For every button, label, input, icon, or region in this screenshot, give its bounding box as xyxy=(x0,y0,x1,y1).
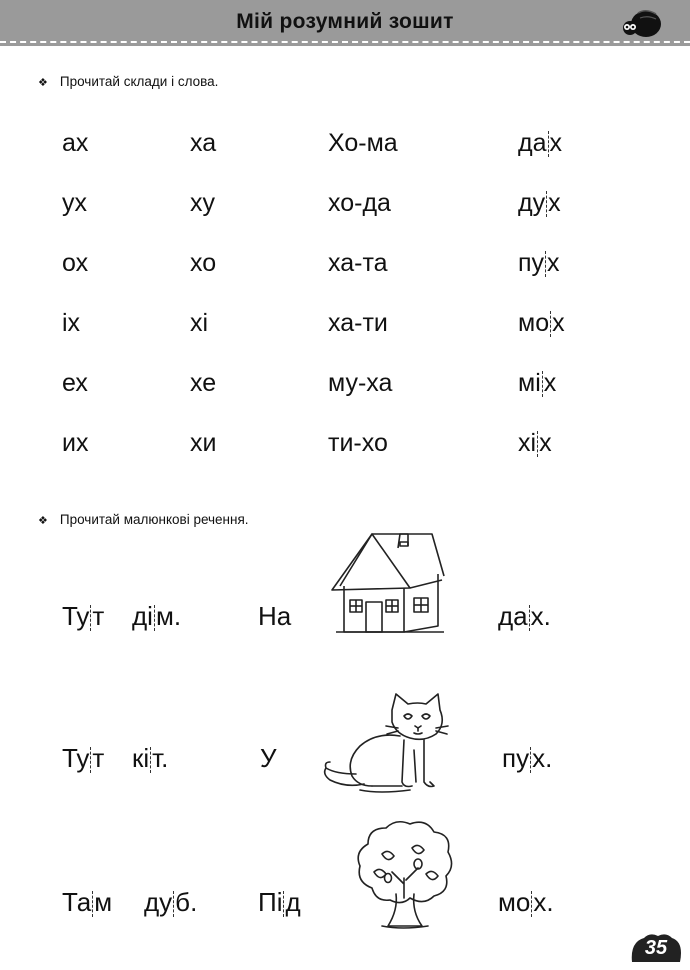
split-word-cell xyxy=(518,248,560,278)
sentence-word xyxy=(144,887,197,917)
task2-instruction xyxy=(38,512,249,527)
syllable-divider xyxy=(548,131,549,157)
sentence-preposition: У xyxy=(260,743,277,773)
word-part: мо xyxy=(518,309,550,337)
word-part: да xyxy=(498,601,528,631)
word-part: х xyxy=(548,189,561,217)
word-part: мі xyxy=(518,369,541,397)
word-part: х. xyxy=(533,887,554,917)
word-part: хі xyxy=(518,429,537,457)
syllable-cell: их xyxy=(62,429,89,457)
syllable-cell: хі xyxy=(190,309,209,337)
word-part: ду xyxy=(144,887,173,917)
word-part: х xyxy=(547,249,560,277)
syllable-divider xyxy=(537,431,538,457)
split-word-cell xyxy=(518,428,552,458)
header-dashed-line xyxy=(0,41,690,43)
page-number: 35 xyxy=(644,937,668,959)
syllable-cell: хо xyxy=(190,249,217,277)
sentence-preposition xyxy=(258,887,301,917)
word-part: б. xyxy=(175,887,198,917)
syllable-divider xyxy=(150,747,151,773)
syllable-cell: ха xyxy=(190,129,217,157)
word-part: х. xyxy=(530,601,551,631)
word-part: х xyxy=(549,129,562,157)
sentence-word xyxy=(62,601,104,631)
task2-bullet: ❖ xyxy=(38,515,48,527)
word-part: мо xyxy=(498,887,531,917)
syllable-divider xyxy=(546,191,547,217)
word-part: Ту xyxy=(62,601,90,631)
word-part: х xyxy=(539,429,552,457)
syllable-divider xyxy=(529,605,530,631)
sentence-word xyxy=(132,601,181,631)
sentence-word xyxy=(132,743,168,773)
word-part: т. xyxy=(152,743,169,773)
task2-instruction-text: Прочитай малюнкові речення. xyxy=(59,512,249,527)
word-part: ду xyxy=(518,189,546,217)
word-part: кі xyxy=(132,743,150,773)
word-part: м. xyxy=(155,601,182,631)
syllable-divider xyxy=(530,747,531,773)
syllable-cell: ху xyxy=(190,189,215,217)
word-part: Ту xyxy=(62,743,90,773)
word-part: т xyxy=(92,743,105,773)
cat-picture xyxy=(320,690,450,800)
word-part: х. xyxy=(532,743,553,773)
split-word-cell xyxy=(518,128,562,158)
syllable-cell: ох xyxy=(62,249,89,277)
syllable-divider xyxy=(550,311,551,337)
word-part: пу xyxy=(502,743,530,773)
word-cell: му-ха xyxy=(328,369,393,397)
word-part: Пі xyxy=(258,887,283,917)
word-cell: Хо-ма xyxy=(328,129,398,157)
word-part: х xyxy=(543,369,557,397)
split-word-cell xyxy=(518,308,565,338)
ladybug-icon xyxy=(620,6,664,40)
word-part: да xyxy=(518,129,547,157)
word-cell: хо-да xyxy=(328,189,391,217)
syllable-cell: ух xyxy=(62,189,87,217)
syllable-cell: ах xyxy=(62,129,89,157)
word-part: пу xyxy=(518,249,545,277)
sentence-word xyxy=(502,743,552,773)
word-cell: ха-та xyxy=(328,249,388,277)
syllable-cell: хе xyxy=(190,369,217,397)
syllable-cell: хи xyxy=(190,429,217,457)
sentence-word xyxy=(498,601,551,631)
word-part: д xyxy=(285,887,301,917)
syllable-divider xyxy=(545,251,546,277)
sentence-word xyxy=(498,887,554,917)
word-part: т xyxy=(92,601,105,631)
word-part: х xyxy=(552,309,565,337)
word-cell: ти-хо xyxy=(328,429,388,457)
task1-instruction xyxy=(38,74,218,89)
syllable-cell: іх xyxy=(62,309,81,337)
sentence-preposition: На xyxy=(258,601,292,631)
sentence-word xyxy=(62,887,112,917)
task1-instruction-text: Прочитай склади і слова. xyxy=(59,74,219,89)
task1-bullet: ❖ xyxy=(38,77,48,89)
split-word-cell xyxy=(518,188,561,218)
oak-picture xyxy=(352,818,456,934)
word-cell: ха-ти xyxy=(328,309,388,337)
sentence-word xyxy=(62,743,104,773)
word-part: Та xyxy=(62,887,92,917)
page-title: Мій розумний зошит xyxy=(236,10,454,33)
syllable-divider xyxy=(154,605,155,631)
syllable-divider xyxy=(542,371,543,397)
house-picture xyxy=(328,528,448,636)
syllable-cell: ех xyxy=(62,369,88,397)
split-word-cell xyxy=(518,368,556,398)
word-part: ді xyxy=(132,601,153,631)
word-part: м xyxy=(94,887,113,917)
